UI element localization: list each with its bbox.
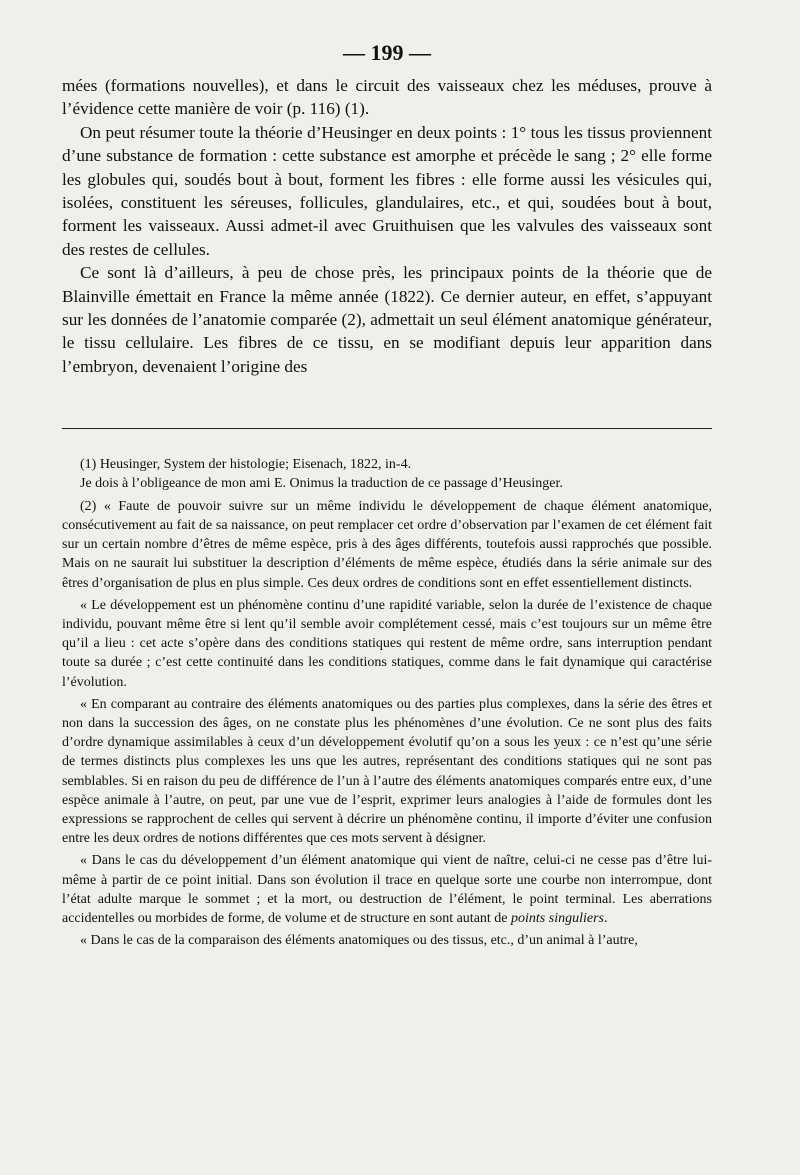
points-singuliers-emphasis: points singuliers (511, 910, 604, 926)
main-text (62, 74, 712, 378)
body-paragraph-3: Ce sont là d’ailleurs, à peu de chose près, les principaux points de la théorie que de Blainville émettait en France la même année (1822). Ce dernier auteur, en effet, s’appuyant sur les données de l’anatomie comparée (2), admettait un seul élément anatomique générateur, le tissu cellulaire. Les fibres de ce tissu, en se modifiant depuis leur apparition dans l’embryon, devenaient l’origine des (62, 263, 712, 376)
footnote-2-paragraph-4-text: « Dans le cas du développement d’un élément anatomique qui vient de naître, celui-ci ne cesse pas d’être lui-même à partir de ce point initial. Dans son évolution il trace en quelque sorte une courbe non interrompue, dont l’état adulte marque le sommet ; et la mort, ou destruction de l’élément, le point terminal. Les aberrations accidentelles ou morbides de forme, de volume et de structure en sont autant de (62, 853, 712, 926)
page-number: — 199 — (343, 40, 431, 65)
body-paragraph-1: mées (formations nouvelles), et dans le circuit des vaisseaux chez les méduses, prouve à l’évidence cette manière de voir (p. 116) (1). (62, 76, 712, 119)
footnote-2-paragraph-4 (62, 851, 712, 928)
footnotes (62, 455, 712, 950)
footnote-2-paragraph-4-end: . (603, 910, 608, 926)
footnote-2-paragraph-3: « En comparant au contraire des éléments anatomiques ou des parties plus complexes, dans la série des êtres et non dans la succession des âges, on ne constate plus les phénomènes d’une évolution. Ce ne sont plus des faits d’ordre dynamique assimilables à ceux d’un développement évolutif qu’on a sous les yeux : ce n’est qu’une série de termes distincts plus complexes les uns que les autres, représentant des conditions statiques qui ne sont pas semblables. Si en raison du peu de différence de l’un à l’autre des éléments anatomiques comparés entre eux, d’une espèce animale à l’autre, on peut, par une vue de l’esprit, exprimer leurs analogies à l’aide de formules dont les expressions se rapprochent de celles qui servent à décrire un phénomène continu, il importe d’éviter une confusion entre les deux ordres de notions différentes que ces mots servent à désigner. (62, 696, 712, 847)
footnote-separator (62, 428, 712, 429)
body-paragraph-2: On peut résumer toute la théorie d’Heusinger en deux points : 1° tous les tissus proviennent d’une substance de formation : cette substance est amorphe et précède le sang ; 2° elle forme les globules qui, soudés bout à bout, forment les fibres : elle forme aussi les vésicules qui, isolées, constituent les séreuses, follicules, glandulaires, etc., et qui, soudées bout à bout, forment les vaisseaux. Aussi admet-il avec Gruithuisen que les valvules des vaisseaux sont des restes de cellules. (62, 122, 712, 259)
footnote-2: (2) « Faute de pouvoir suivre sur un même individu le développement de chaque élément anatomique, consécutivement au fait de sa naissance, on peut remplacer cet ordre d’observation par l’examen de cet élément fait sur un certain nombre d’êtres de même espèce, pris à des âges différents, toutefois aussi rapprochés que possible. Mais on ne saurait lui substituer la description d’éléments de même espèce, étudiés dans la série animale sur des êtres d’organisation de plus en plus simple. Ces deux ordres de conditions sont en effet essentiellement distincts. (62, 498, 712, 591)
footnote-1-continued: Je dois à l’obligeance de mon ami E. Onimus la traduction de ce passage d’Heusinger. (80, 476, 563, 492)
footnote-2-paragraph-5: « Dans le cas de la comparaison des éléments anatomiques ou des tissus, etc., d’un animal à l’autre, (80, 933, 638, 949)
footnote-2-paragraph-2: « Le développement est un phénomène continu d’une rapidité variable, selon la durée de l’existence de chaque individu, pouvant même être si lent qu’il semble avoir complétement cessé, mais c’est toujours sur un même être qu’il a lieu : cet acte s’opère dans des conditions statiques qui restent de même ordre, sans interruption pendant toute sa durée ; c’est cette continuité dans les conditions statiques, comme dans le fait dynamique qui caractérise l’évolution. (62, 597, 712, 690)
footnote-1: (1) Heusinger, System der histologie; Eisenach, 1822, in-4. (80, 457, 412, 473)
